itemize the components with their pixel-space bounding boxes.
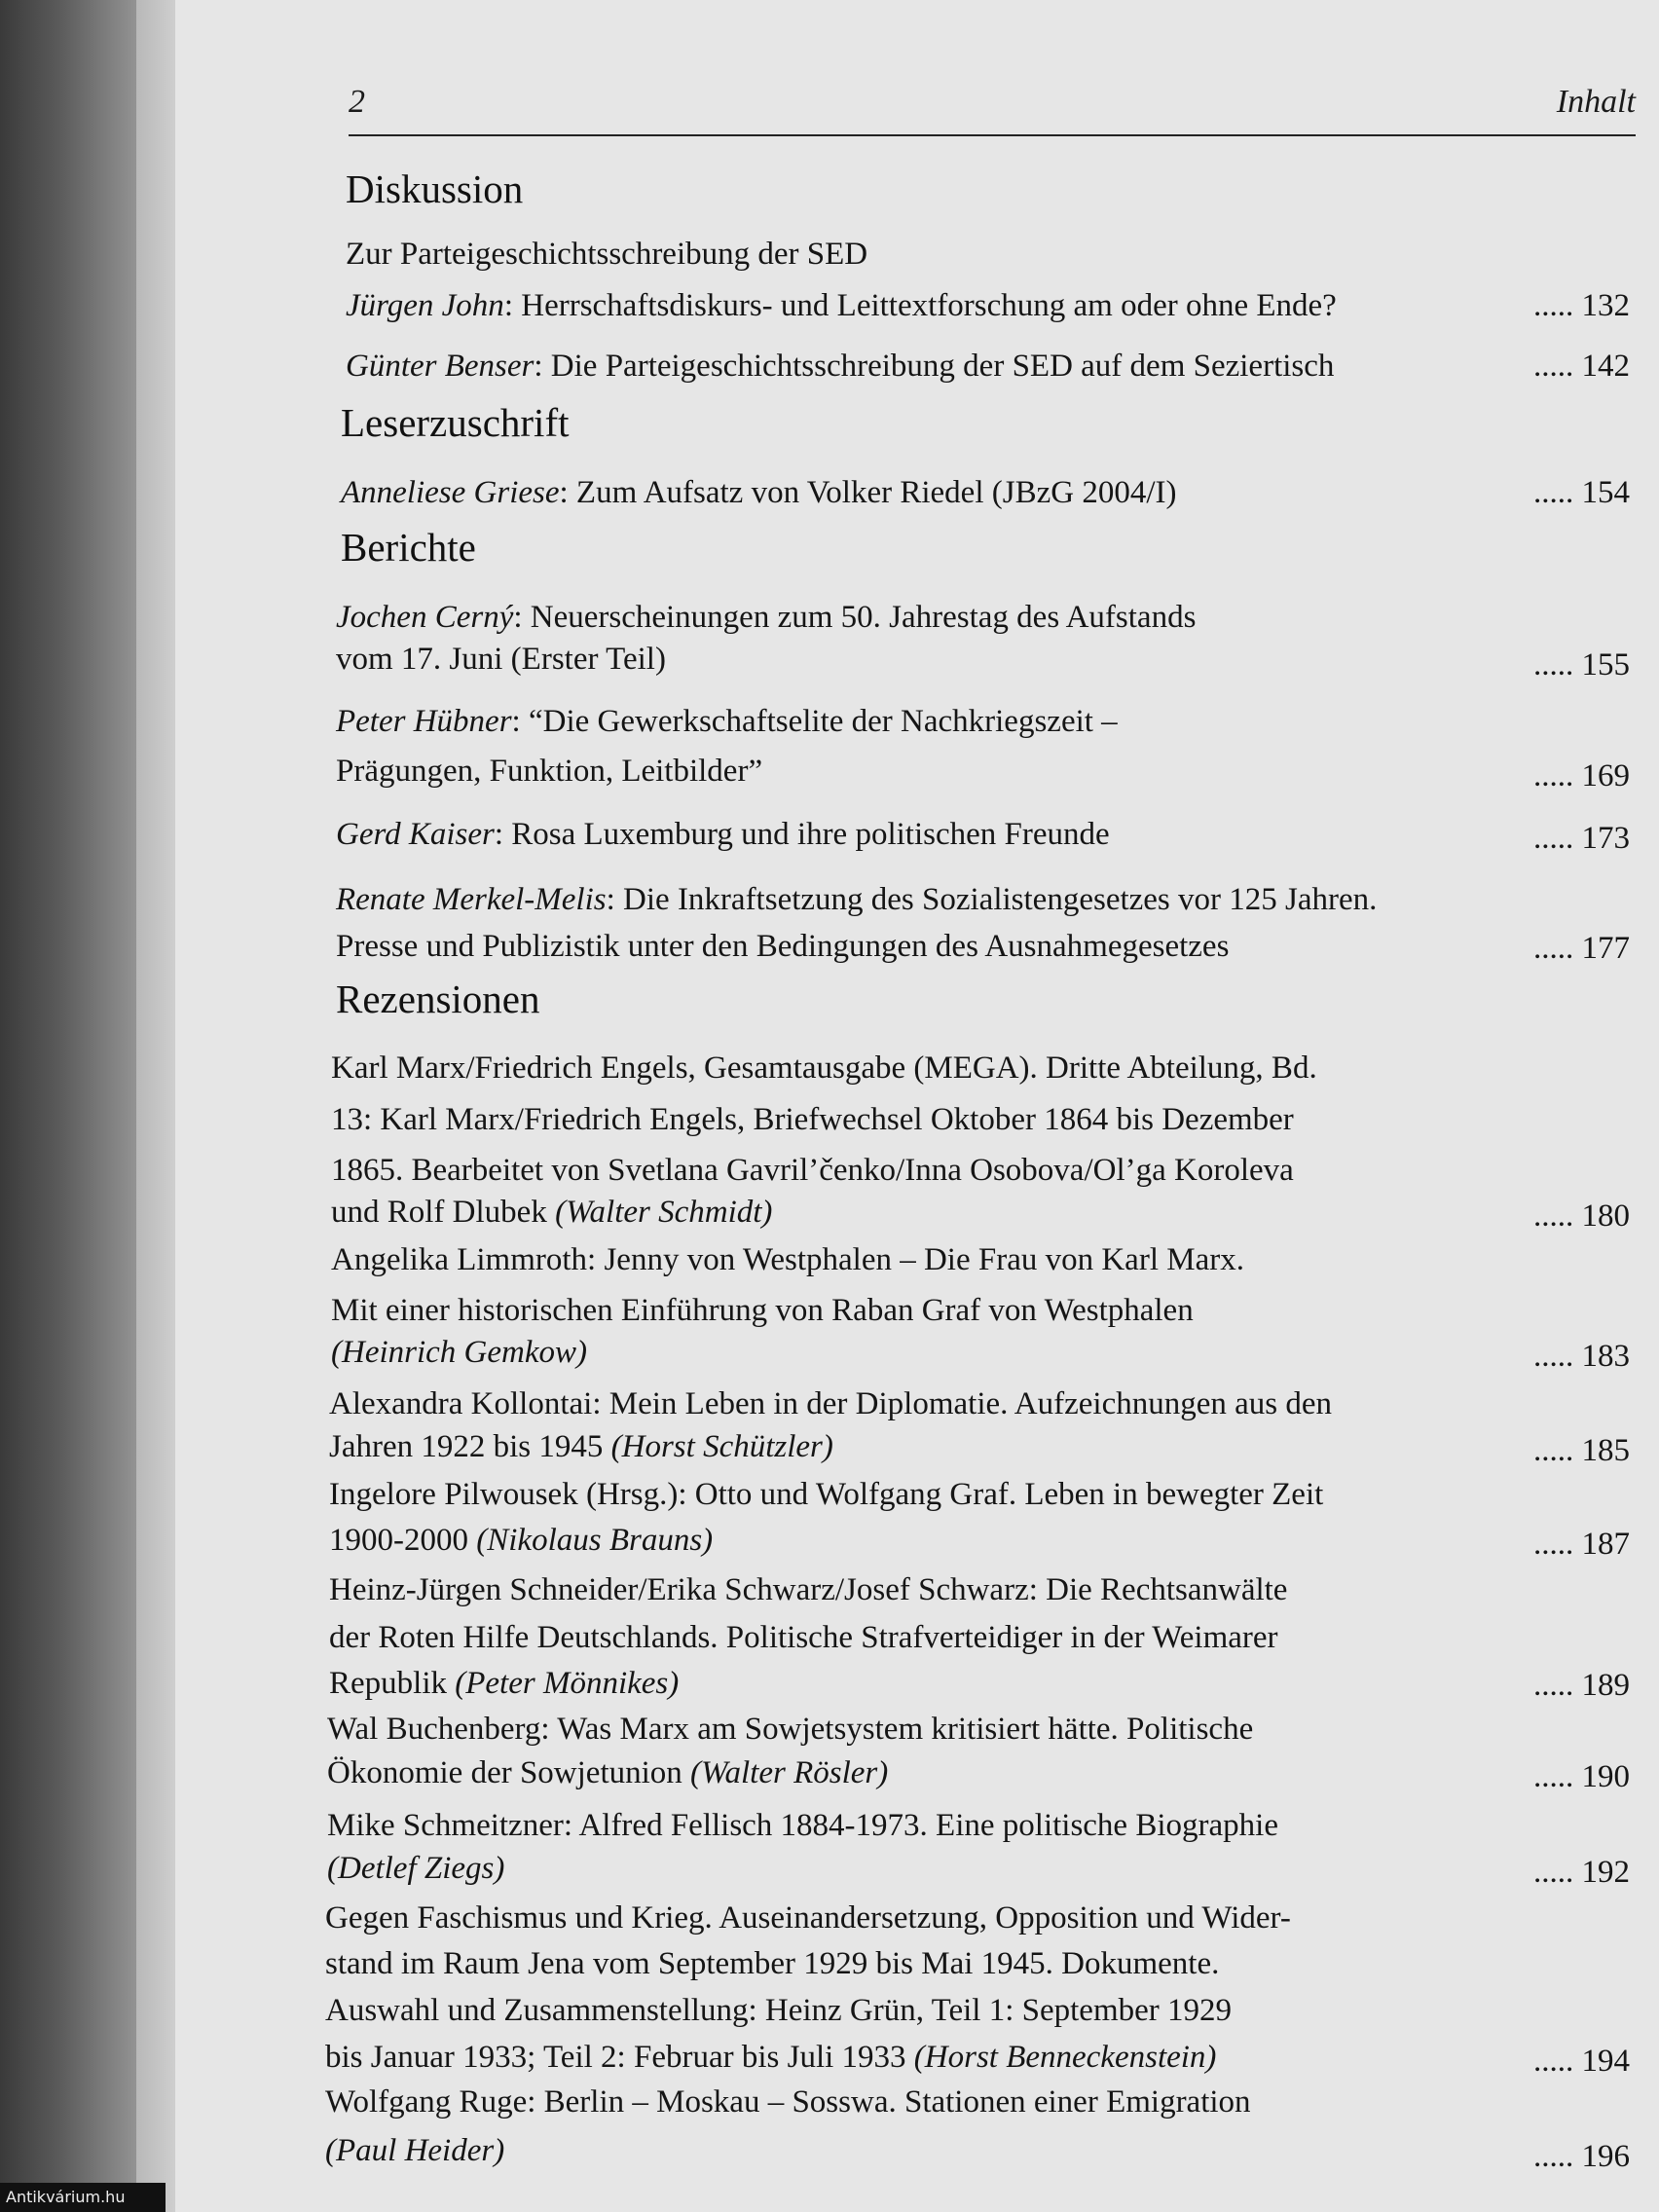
entry-page: ..... 155 xyxy=(1533,647,1630,682)
entry-line xyxy=(325,2039,1216,2076)
section-heading-berichte: Berichte xyxy=(341,525,476,570)
entry-page: ..... 142 xyxy=(1533,349,1630,384)
section-heading-leserzuschrift: Leserzuschrift xyxy=(341,400,570,445)
section-heading-diskussion: Diskussion xyxy=(346,166,524,211)
entry-line xyxy=(329,1522,713,1559)
entry-title: : “Die Gewerkschaftselite der Nachkriegszeit – xyxy=(511,704,1118,739)
toc-entry xyxy=(346,287,1337,324)
entry-page: ..... 183 xyxy=(1533,1339,1630,1374)
page-number: 2 xyxy=(349,84,365,120)
entry-reviewer: (Horst Benneckenstein) xyxy=(913,2040,1217,2075)
toc-entry xyxy=(336,881,1377,918)
entry-page: ..... 173 xyxy=(1533,821,1630,856)
entry-line: Mike Schmeitzner: Alfred Fellisch 1884-1973. Eine politische Biographie xyxy=(327,1808,1278,1843)
entry-reviewer xyxy=(325,2132,504,2169)
entry-line: Mit einer historischen Einführung von Raban Graf von Westphalen xyxy=(331,1293,1194,1328)
entry-reviewer: (Nikolaus Brauns) xyxy=(476,1523,714,1558)
entry-author: Günter Benser xyxy=(346,349,535,384)
table-of-contents xyxy=(175,0,1659,2212)
entry-text: Ökonomie der Sowjetunion xyxy=(327,1755,691,1790)
entry-title: : Neuerscheinungen zum 50. Jahrestag des Aufstands xyxy=(513,600,1197,635)
entry-line: Karl Marx/Friedrich Engels, Gesamtausgabe (MEGA). Dritte Abteilung, Bd. xyxy=(331,1051,1317,1086)
entry-reviewer: (Walter Schmidt) xyxy=(555,1195,773,1230)
watermark-logo: Antikvárium.hu xyxy=(0,2183,166,2212)
entry-page: ..... 190 xyxy=(1533,1759,1630,1794)
entry-page: ..... 194 xyxy=(1533,2044,1630,2079)
entry-page: ..... 154 xyxy=(1533,475,1630,510)
entry-reviewer: (Horst Schützler) xyxy=(610,1429,833,1464)
entry-page: ..... 192 xyxy=(1533,1855,1630,1890)
entry-line xyxy=(329,1428,833,1465)
entry-title-continued: Presse und Publizistik unter den Bedingungen des Ausnahmegesetzes xyxy=(336,929,1230,964)
entry-page: ..... 189 xyxy=(1533,1668,1630,1703)
entry-title: : Herrschaftsdiskurs- und Leittextforschung am oder ohne Ende? xyxy=(503,288,1337,323)
entry-text: Republik xyxy=(329,1666,456,1701)
toc-entry xyxy=(336,816,1110,853)
toc-entry xyxy=(336,703,1118,740)
entry-author: Jochen Cerný xyxy=(336,600,514,635)
entry-text: Jahren 1922 bis 1945 xyxy=(329,1429,611,1464)
entry-line: Heinz-Jürgen Schneider/Erika Schwarz/Josef Schwarz: Die Rechtsanwälte xyxy=(329,1572,1288,1607)
entry-reviewer: (Peter Mönnikes) xyxy=(455,1666,680,1701)
running-title: Inhalt xyxy=(1556,84,1636,120)
toc-entry xyxy=(346,348,1334,385)
book-page xyxy=(175,0,1659,2212)
entry-title: : Zum Aufsatz von Volker Riedel (JBzG 2004/I) xyxy=(559,475,1177,510)
entry-page: ..... 177 xyxy=(1533,931,1630,966)
entry-title: : Rosa Luxemburg und ihre politischen Freunde xyxy=(494,817,1110,852)
entry-line: Angelika Limmroth: Jenny von Westphalen – Die Frau von Karl Marx. xyxy=(331,1242,1244,1277)
toc-entry xyxy=(341,474,1176,511)
entry-line: Ingelore Pilwousek (Hrsg.): Otto und Wolfgang Graf. Leben in bewegter Zeit xyxy=(329,1477,1324,1512)
entry-reviewer-name: (Paul Heider) xyxy=(325,2133,505,2168)
entry-title: : Die Parteigeschichtsschreibung der SED auf dem Seziertisch xyxy=(534,349,1335,384)
entry-page: ..... 169 xyxy=(1533,758,1630,793)
entry-reviewer-name: (Heinrich Gemkow) xyxy=(331,1335,588,1370)
entry-author: Peter Hübner xyxy=(336,704,512,739)
entry-page: ..... 187 xyxy=(1533,1527,1630,1562)
entry-line xyxy=(331,1194,772,1231)
book-spine xyxy=(0,0,146,2212)
entry-line xyxy=(327,1754,888,1791)
entry-reviewer xyxy=(331,1334,587,1371)
entry-page: ..... 180 xyxy=(1533,1198,1630,1234)
entry-page: ..... 196 xyxy=(1533,2139,1630,2174)
entry-page: ..... 185 xyxy=(1533,1433,1630,1468)
toc-entry xyxy=(336,599,1196,636)
entry-line: der Roten Hilfe Deutschlands. Politische Strafverteidiger in der Weimarer xyxy=(329,1620,1278,1655)
entry-line: Wolfgang Ruge: Berlin – Moskau – Sosswa. Stationen einer Emigration xyxy=(325,2084,1251,2120)
entry-title-continued: Prägungen, Funktion, Leitbilder” xyxy=(336,754,763,789)
entry-text: und Rolf Dlubek xyxy=(331,1195,556,1230)
entry-text: 1900-2000 xyxy=(329,1523,477,1558)
entry-reviewer-name: (Detlef Ziegs) xyxy=(327,1851,505,1886)
entry-text: bis Januar 1933; Teil 2: Februar bis Juli 1933 xyxy=(325,2040,914,2075)
entry-title: : Die Inkraftsetzung des Sozialistengesetzes vor 125 Jahren. xyxy=(606,882,1378,917)
entry-author: Anneliese Griese xyxy=(341,475,560,510)
entry-line: Auswahl und Zusammenstellung: Heinz Grün, Teil 1: September 1929 xyxy=(325,1993,1233,2028)
entry-line: stand im Raum Jena vom September 1929 bis Mai 1945. Dokumente. xyxy=(325,1946,1220,1981)
entry-line xyxy=(329,1665,679,1702)
entry-line: 13: Karl Marx/Friedrich Engels, Briefwechsel Oktober 1864 bis Dezember xyxy=(331,1102,1294,1137)
entry-author: Jürgen John xyxy=(346,288,504,323)
entry-line: Wal Buchenberg: Was Marx am Sowjetsystem kritisiert hätte. Politische xyxy=(327,1712,1254,1747)
entry-intro: Zur Parteigeschichtsschreibung der SED xyxy=(346,237,868,272)
entry-reviewer: (Walter Rösler) xyxy=(690,1755,889,1790)
entry-page: ..... 132 xyxy=(1533,288,1630,323)
entry-line: Alexandra Kollontai: Mein Leben in der Diplomatie. Aufzeichnungen aus den xyxy=(329,1386,1333,1421)
section-heading-rezensionen: Rezensionen xyxy=(336,977,540,1021)
entry-line: 1865. Bearbeitet von Svetlana Gavril’čenko/Inna Osobova/Ol’ga Koroleva xyxy=(331,1153,1294,1188)
entry-author: Gerd Kaiser xyxy=(336,817,495,852)
entry-author: Renate Merkel-Melis xyxy=(336,882,607,917)
entry-title-continued: vom 17. Juni (Erster Teil) xyxy=(336,642,666,677)
entry-line: Gegen Faschismus und Krieg. Auseinandersetzung, Opposition und Wider- xyxy=(325,1900,1291,1936)
entry-reviewer xyxy=(327,1850,504,1887)
